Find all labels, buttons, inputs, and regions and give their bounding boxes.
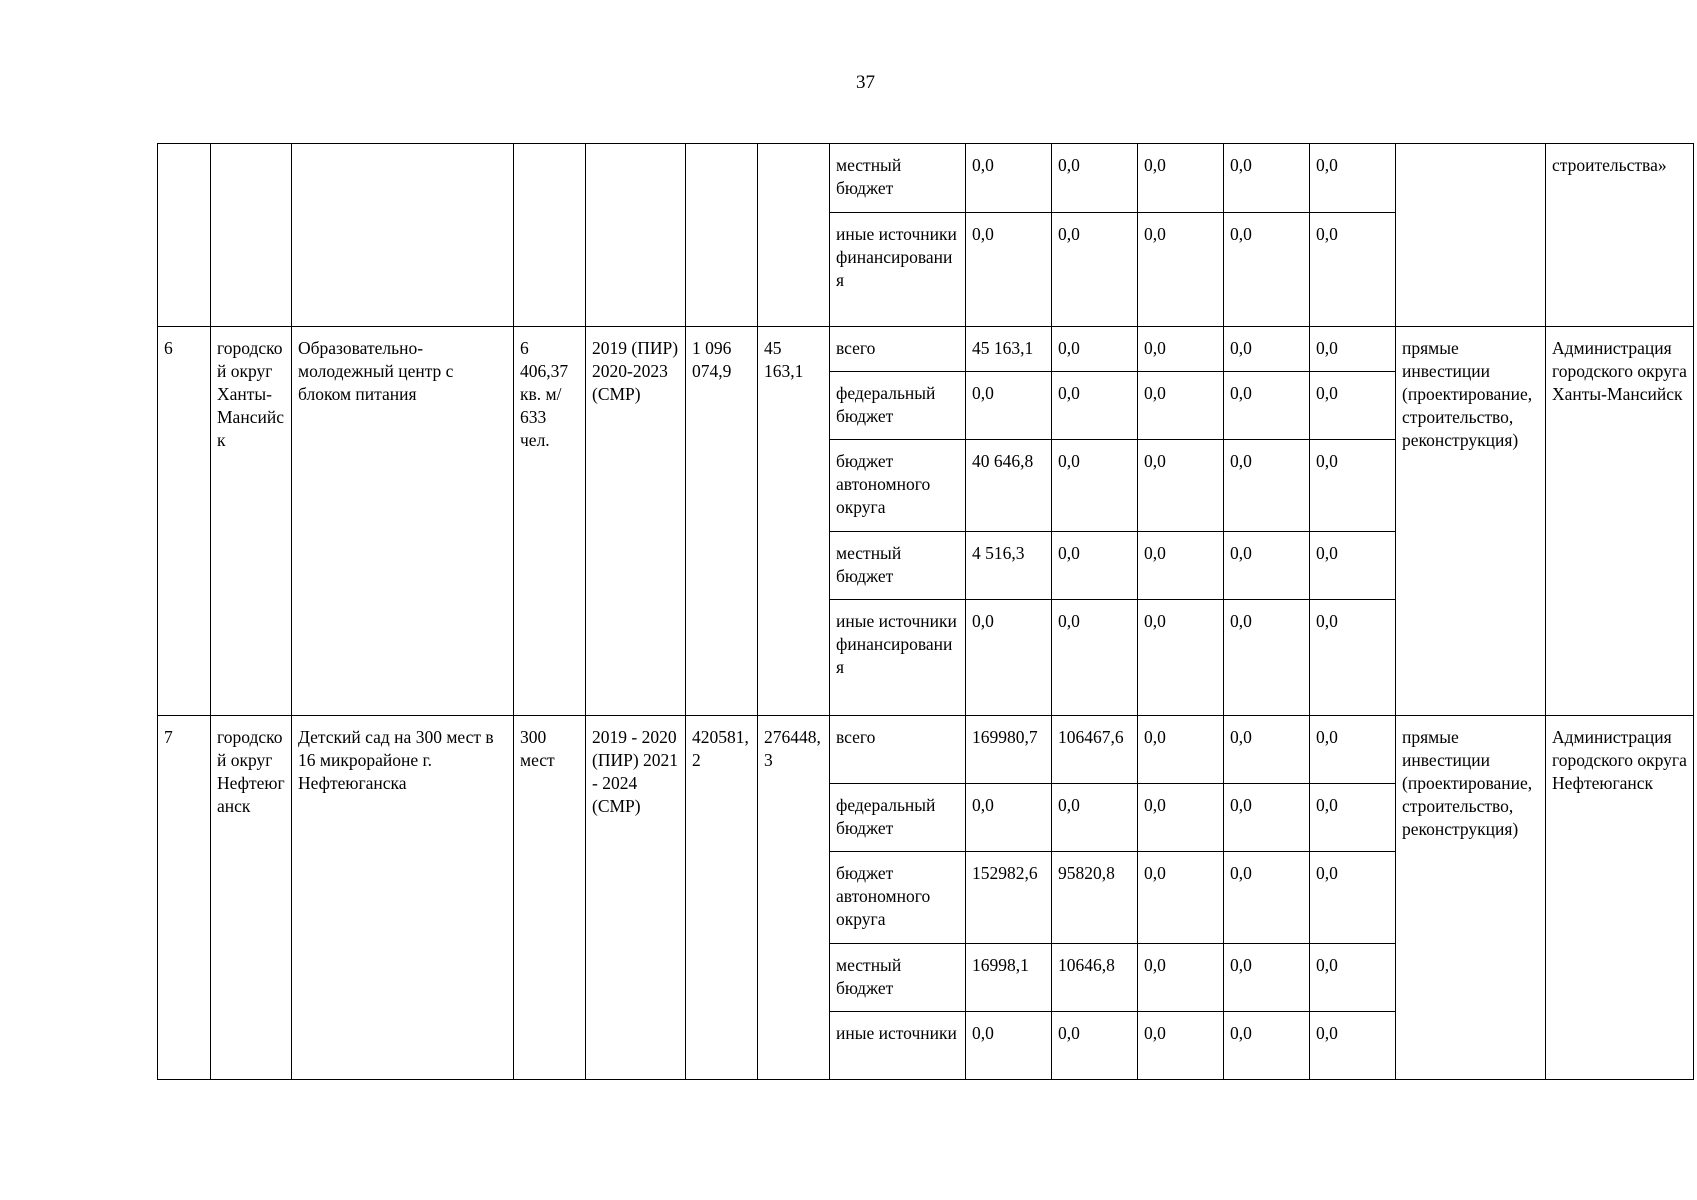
municipality-cell: городской округ Ханты-Мансийск xyxy=(211,327,292,716)
financing-value: 0,0 xyxy=(1052,440,1138,532)
financing-value: 10646,8 xyxy=(1052,944,1138,1012)
financing-value: 169980,7 xyxy=(966,716,1052,784)
table-row xyxy=(158,327,1694,372)
financing-value: 0,0 xyxy=(1138,784,1224,852)
financing-value: 0,0 xyxy=(1310,716,1396,784)
object-number-cell xyxy=(158,144,211,327)
capacity-cell: 300 мест xyxy=(514,716,586,1080)
financing-source: местный бюджет xyxy=(830,532,966,600)
remaining-cost-cell: 45 163,1 xyxy=(758,327,830,716)
financing-source: местный бюджет xyxy=(830,944,966,1012)
financing-value: 0,0 xyxy=(1310,144,1396,213)
object-number-cell: 7 xyxy=(158,716,211,1080)
financing-value: 0,0 xyxy=(1052,784,1138,852)
responsible-cell: Администрация городского округа Ханты-Мансийск xyxy=(1546,327,1694,716)
financing-value: 0,0 xyxy=(1224,784,1310,852)
financing-value: 0,0 xyxy=(1310,213,1396,327)
investment-form-cell: прямые инвестиции (проектирование, строительство, реконструкция) xyxy=(1396,716,1546,1080)
municipality-cell xyxy=(211,144,292,327)
object-name-cell: Детский сад на 300 мест в 16 микрорайоне г. Нефтеюганска xyxy=(292,716,514,1080)
financing-value: 0,0 xyxy=(1310,944,1396,1012)
financing-value: 0,0 xyxy=(1224,327,1310,372)
financing-source: всего xyxy=(830,716,966,784)
financing-value: 0,0 xyxy=(1310,852,1396,944)
financing-value: 0,0 xyxy=(1224,716,1310,784)
financing-source: всего xyxy=(830,327,966,372)
financing-source: иные источники финансирования xyxy=(830,213,966,327)
financing-value: 0,0 xyxy=(1138,144,1224,213)
financing-value: 16998,1 xyxy=(966,944,1052,1012)
financing-value: 0,0 xyxy=(966,1012,1052,1080)
financing-source: федеральный бюджет xyxy=(830,372,966,440)
financing-value: 0,0 xyxy=(1310,1012,1396,1080)
financing-value: 0,0 xyxy=(1224,944,1310,1012)
financing-value: 0,0 xyxy=(1138,532,1224,600)
financing-value: 0,0 xyxy=(1138,600,1224,716)
financing-value: 0,0 xyxy=(1224,144,1310,213)
investment-form-cell xyxy=(1396,144,1546,327)
financing-value: 0,0 xyxy=(1138,1012,1224,1080)
financing-value: 0,0 xyxy=(1052,144,1138,213)
financing-source: бюджет автономного округа xyxy=(830,440,966,532)
period-cell: 2019 (ПИР) 2020-2023 (СМР) xyxy=(586,327,686,716)
municipality-cell: городской округ Нефтеюганск xyxy=(211,716,292,1080)
financing-value: 0,0 xyxy=(1224,1012,1310,1080)
financing-value: 0,0 xyxy=(1310,327,1396,372)
period-cell xyxy=(586,144,686,327)
financing-value: 0,0 xyxy=(1224,440,1310,532)
financing-value: 0,0 xyxy=(1224,600,1310,716)
financing-value: 0,0 xyxy=(966,213,1052,327)
financing-value: 0,0 xyxy=(966,600,1052,716)
financing-source: бюджет автономного округа xyxy=(830,852,966,944)
financing-value: 40 646,8 xyxy=(966,440,1052,532)
financing-value: 0,0 xyxy=(1052,372,1138,440)
financing-value: 0,0 xyxy=(1310,440,1396,532)
financing-source: федеральный бюджет xyxy=(830,784,966,852)
financing-value: 0,0 xyxy=(1224,852,1310,944)
financing-source: местный бюджет xyxy=(830,144,966,213)
page-number: 37 xyxy=(856,72,875,93)
investment-objects-table xyxy=(157,143,1694,1080)
financing-value: 0,0 xyxy=(1224,213,1310,327)
responsible-cell: Администрация городского округа Нефтеюганск xyxy=(1546,716,1694,1080)
financing-value: 95820,8 xyxy=(1052,852,1138,944)
financing-value: 0,0 xyxy=(1052,600,1138,716)
financing-value: 0,0 xyxy=(966,144,1052,213)
financing-value: 152982,6 xyxy=(966,852,1052,944)
total-cost-cell: 1 096 074,9 xyxy=(686,327,758,716)
financing-value: 0,0 xyxy=(1310,372,1396,440)
object-name-cell: Образовательно-молодежный центр с блоком питания xyxy=(292,327,514,716)
financing-value: 0,0 xyxy=(1138,852,1224,944)
financing-value: 0,0 xyxy=(1138,716,1224,784)
financing-value: 0,0 xyxy=(966,784,1052,852)
financing-value: 0,0 xyxy=(1138,944,1224,1012)
financing-value: 0,0 xyxy=(1310,532,1396,600)
financing-value: 0,0 xyxy=(1138,372,1224,440)
period-cell: 2019 - 2020 (ПИР) 2021 - 2024 (СМР) xyxy=(586,716,686,1080)
financing-value: 0,0 xyxy=(1310,784,1396,852)
financing-value: 0,0 xyxy=(966,372,1052,440)
total-cost-cell: 420581,2 xyxy=(686,716,758,1080)
financing-value: 0,0 xyxy=(1052,532,1138,600)
capacity-cell xyxy=(514,144,586,327)
financing-value: 45 163,1 xyxy=(966,327,1052,372)
financing-value: 0,0 xyxy=(1224,372,1310,440)
total-cost-cell xyxy=(686,144,758,327)
financing-value: 0,0 xyxy=(1138,440,1224,532)
responsible-cell: строительства» xyxy=(1546,144,1694,327)
remaining-cost-cell xyxy=(758,144,830,327)
investment-form-cell: прямые инвестиции (проектирование, строительство, реконструкция) xyxy=(1396,327,1546,716)
object-number-cell: 6 xyxy=(158,327,211,716)
table-row xyxy=(158,716,1694,784)
financing-value: 0,0 xyxy=(1310,600,1396,716)
financing-value: 0,0 xyxy=(1138,327,1224,372)
table-row xyxy=(158,144,1694,213)
financing-value: 0,0 xyxy=(1052,327,1138,372)
financing-source: иные источники xyxy=(830,1012,966,1080)
capacity-cell: 6 406,37 кв. м/ 633 чел. xyxy=(514,327,586,716)
financing-value: 0,0 xyxy=(1052,1012,1138,1080)
financing-value: 106467,6 xyxy=(1052,716,1138,784)
object-name-cell xyxy=(292,144,514,327)
financing-value: 0,0 xyxy=(1052,213,1138,327)
financing-value: 0,0 xyxy=(1224,532,1310,600)
financing-value: 0,0 xyxy=(1138,213,1224,327)
remaining-cost-cell: 276448,3 xyxy=(758,716,830,1080)
financing-source: иные источники финансирования xyxy=(830,600,966,716)
financing-value: 4 516,3 xyxy=(966,532,1052,600)
